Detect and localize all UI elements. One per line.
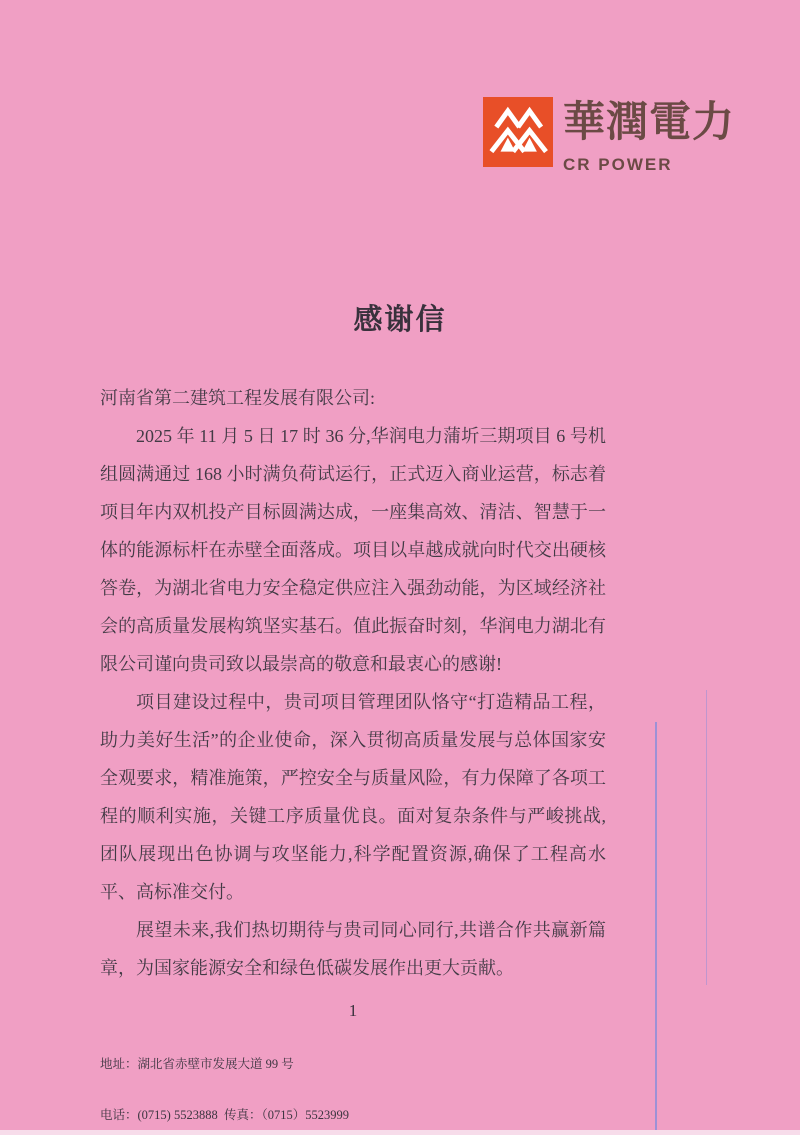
letter-paragraph: 2025 年 11 月 5 日 17 时 36 分,华润电力蒲圻三期项目 6 号机组圆满通过 168 小时满负荷试运行，正式迈入商业运营，标志着项目年内双机投产目标圆满达成，一座集高效、清洁、智慧于一体的能源标杆在赤壁全面落成。项目以卓越成就向时代交出硬核答卷，为湖北省电力安全稳定供应注入强劲动能，为区域经济社会的高质量发展构筑坚实基石。值此振奋时刻，华润电力湖北有限公司谨向贵司致以最崇高的敬意和最衷心的感谢! <box>100 426 606 674</box>
letter-paragraph: 项目建设过程中，贵司项目管理团队恪守“打造精品工程，助力美好生活”的企业使命，深入贯彻高质量发展与总体国家安全观要求，精准施策，严控安全与质量风险，有力保障了各项工程的顺利实施，关键工序质量优良。面对复杂条件与严峻挑战,团队展现出色协调与攻坚能力,科学配置资源,确保了工程高水平、高标准交付。 <box>100 692 606 902</box>
scan-crease-line <box>655 722 657 1135</box>
letter-body <box>100 379 606 987</box>
brand-name-chinese: 華潤電力 <box>563 100 736 146</box>
scan-bottom-edge <box>0 1130 800 1135</box>
brand-text <box>563 97 735 175</box>
footer-contact-block <box>100 1022 349 1135</box>
cr-power-logo-icon <box>481 97 555 167</box>
brand-name-english: CR POWER <box>563 155 673 174</box>
letter-paragraph: 展望未来,我们热切期待与贵司同心同行,共谱合作共赢新篇章，为国家能源安全和绿色低碳发展作出更大贡献。 <box>100 920 606 978</box>
brand-header <box>481 97 735 175</box>
page-number: 1 <box>348 1001 358 1020</box>
footer-phone-fax: 电话：(0715) 5523888 传真：（0715）5523999 <box>100 1108 349 1122</box>
footer-address: 地址：湖北省赤壁市发展大道 99 号 <box>100 1057 294 1071</box>
letter-salutation: 河南省第二建筑工程发展有限公司: <box>100 388 375 408</box>
letter-title: 感谢信 <box>353 304 447 336</box>
scan-crease-line-faint <box>706 690 707 985</box>
